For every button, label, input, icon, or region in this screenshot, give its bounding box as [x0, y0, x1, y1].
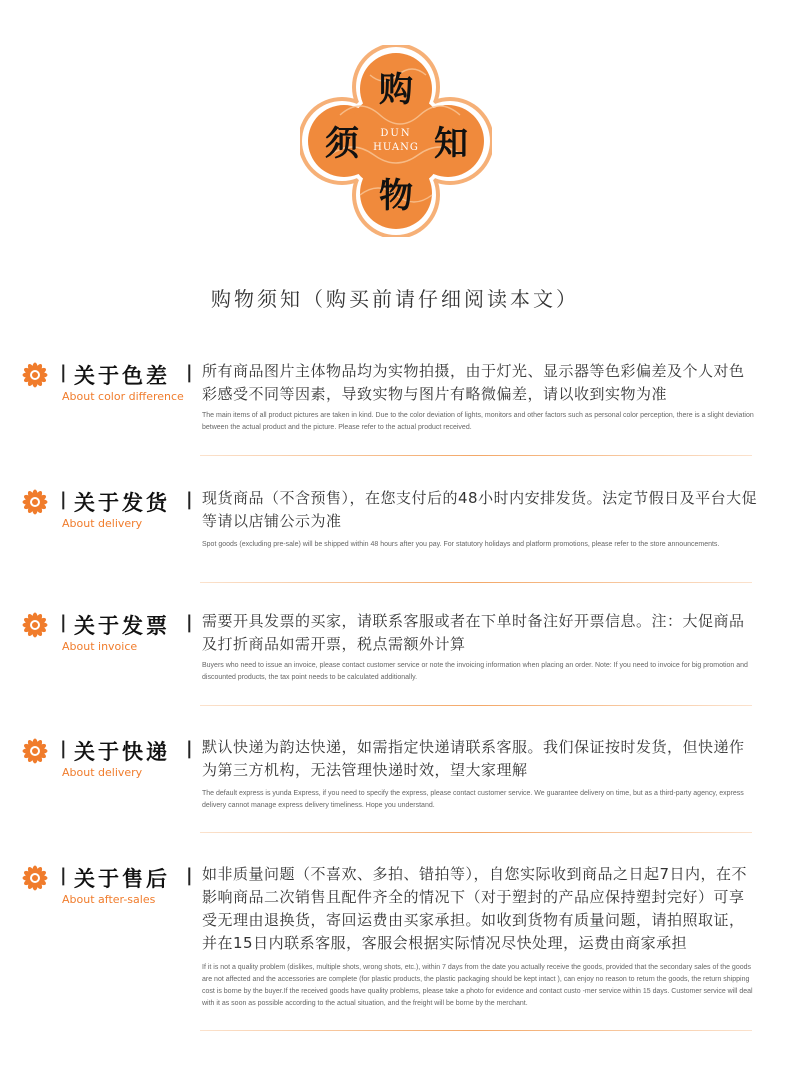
- section-text-en: Spot goods (excluding pre-sale) will be shipped within 48 hours after you pay. For statutory holidays and platform promotions, please refer to the store announcements.: [202, 541, 720, 548]
- section-title: 关于发票: [74, 613, 170, 638]
- section-text-en: Buyers who need to issue an invoice, please contact customer service or note the invoicing information when placing an order. Note: If you need to invoice for big promotion and discounted products, the tax point needs to be calculated additionally.: [202, 662, 748, 681]
- bar-divider: |: [186, 738, 193, 759]
- section-text-en: If it is not a quality problem (dislikes, multiple shots, wrong shots, etc.), within 7 days from the date you actually receive the goods, provided that the secondary sales of the goods are not affected and the accessories are complete (for plastic products, the plastic packaging should be kept intact ), can enjoy no reason to return the goods, the return shipping cost is borne by the buyer.If the received goods have quality problems, please take a photo for evidence and contact custo -mer service within 15 days. Customer service will deal with it as soon as possible according to the actual situation, and the freight will be borne by the merchant.: [202, 964, 753, 1007]
- bar-divider: |: [60, 738, 67, 759]
- section-subtitle: About color difference: [62, 390, 184, 403]
- logo-char-gou: 购: [379, 70, 413, 110]
- bar-divider: |: [60, 362, 67, 383]
- section-text-zh: 需要开具发票的买家，请联系客服或者在下单时备注好开票信息。注：大促商品及打折商品如需开票，税点需额外计算: [202, 612, 745, 653]
- section-text-zh: 所有商品图片主体物品均为实物拍摄，由于灯光、显示器等色彩偏差及个人对色彩感受不同等因素，导致实物与图片有略微偏差，请以收到实物为准: [202, 362, 745, 403]
- section-text-zh: 默认快递为韵达快递，如需指定快递请联系客服。我们保证按时发货，但快递作为第三方机构，无法管理快递时效，望大家理解: [202, 738, 745, 779]
- bar-divider: |: [186, 362, 193, 383]
- section-title: 关于发货: [74, 490, 170, 515]
- section-subtitle: About invoice: [62, 640, 138, 653]
- logo-char-wu: 物: [379, 176, 413, 216]
- flower-icon: [22, 865, 48, 891]
- section-title: 关于售后: [74, 866, 170, 891]
- flower-icon: [22, 362, 48, 388]
- section-divider: [200, 1030, 752, 1031]
- section-subtitle: About delivery: [62, 766, 143, 779]
- section-divider: [200, 455, 752, 456]
- section-subtitle: About after-sales: [62, 893, 156, 906]
- bar-divider: |: [186, 865, 193, 886]
- flower-icon: [22, 489, 48, 515]
- section-text-zh: 现货商品（不含预售），在您支付后的48小时内安排发货。法定节假日及平台大促等请以店铺公示为准: [202, 489, 758, 530]
- section-title: 关于色差: [74, 363, 170, 388]
- page-title: 购物须知（购买前请仔细阅读本文）: [211, 287, 579, 311]
- section-divider: [200, 705, 752, 706]
- section-text-zh: 如非质量问题（不喜欢、多拍、错拍等），自您实际收到商品之日起7日内，在不影响商品二次销售且配件齐全的情况下（对于塑封的产品应保持塑封完好）可享受无理由退换货，寄回运费由买家承担。如收到货物有质量问题，请拍照取证，并在15日内联系客服，客服会根据实际情况尽快处理，运费由商家承担: [202, 865, 748, 952]
- section-text-en: The main items of all product pictures are taken in kind. Due to the color deviation of lights, monitors and other factors such as personal color perception, there is a slight deviation between the actual product and the picture. Please refer to the actual product received.: [202, 412, 754, 431]
- logo-char-xu: 须: [325, 124, 359, 164]
- logo-brand-line2: HUANG: [373, 142, 419, 153]
- bar-divider: |: [60, 612, 67, 633]
- flower-icon: [22, 738, 48, 764]
- section-divider: [200, 832, 752, 833]
- section-title: 关于快递: [74, 739, 170, 764]
- logo-brand-line1: DUN: [380, 128, 412, 139]
- flower-icon: [22, 612, 48, 638]
- bar-divider: |: [186, 489, 193, 510]
- section-divider: [200, 582, 752, 583]
- section-subtitle: About delivery: [62, 517, 143, 530]
- bar-divider: |: [60, 865, 67, 886]
- dunhuang-logo: [300, 45, 492, 237]
- bar-divider: |: [60, 489, 67, 510]
- bar-divider: |: [186, 612, 193, 633]
- logo-char-zhi: 知: [434, 124, 468, 164]
- section-text-en: The default express is yunda Express, if you need to specify the express, please contact customer service. We guarantee delivery on time, but as a third-party agency, express delivery cannot manage express delivery timeliness. Hope you understand.: [202, 790, 744, 809]
